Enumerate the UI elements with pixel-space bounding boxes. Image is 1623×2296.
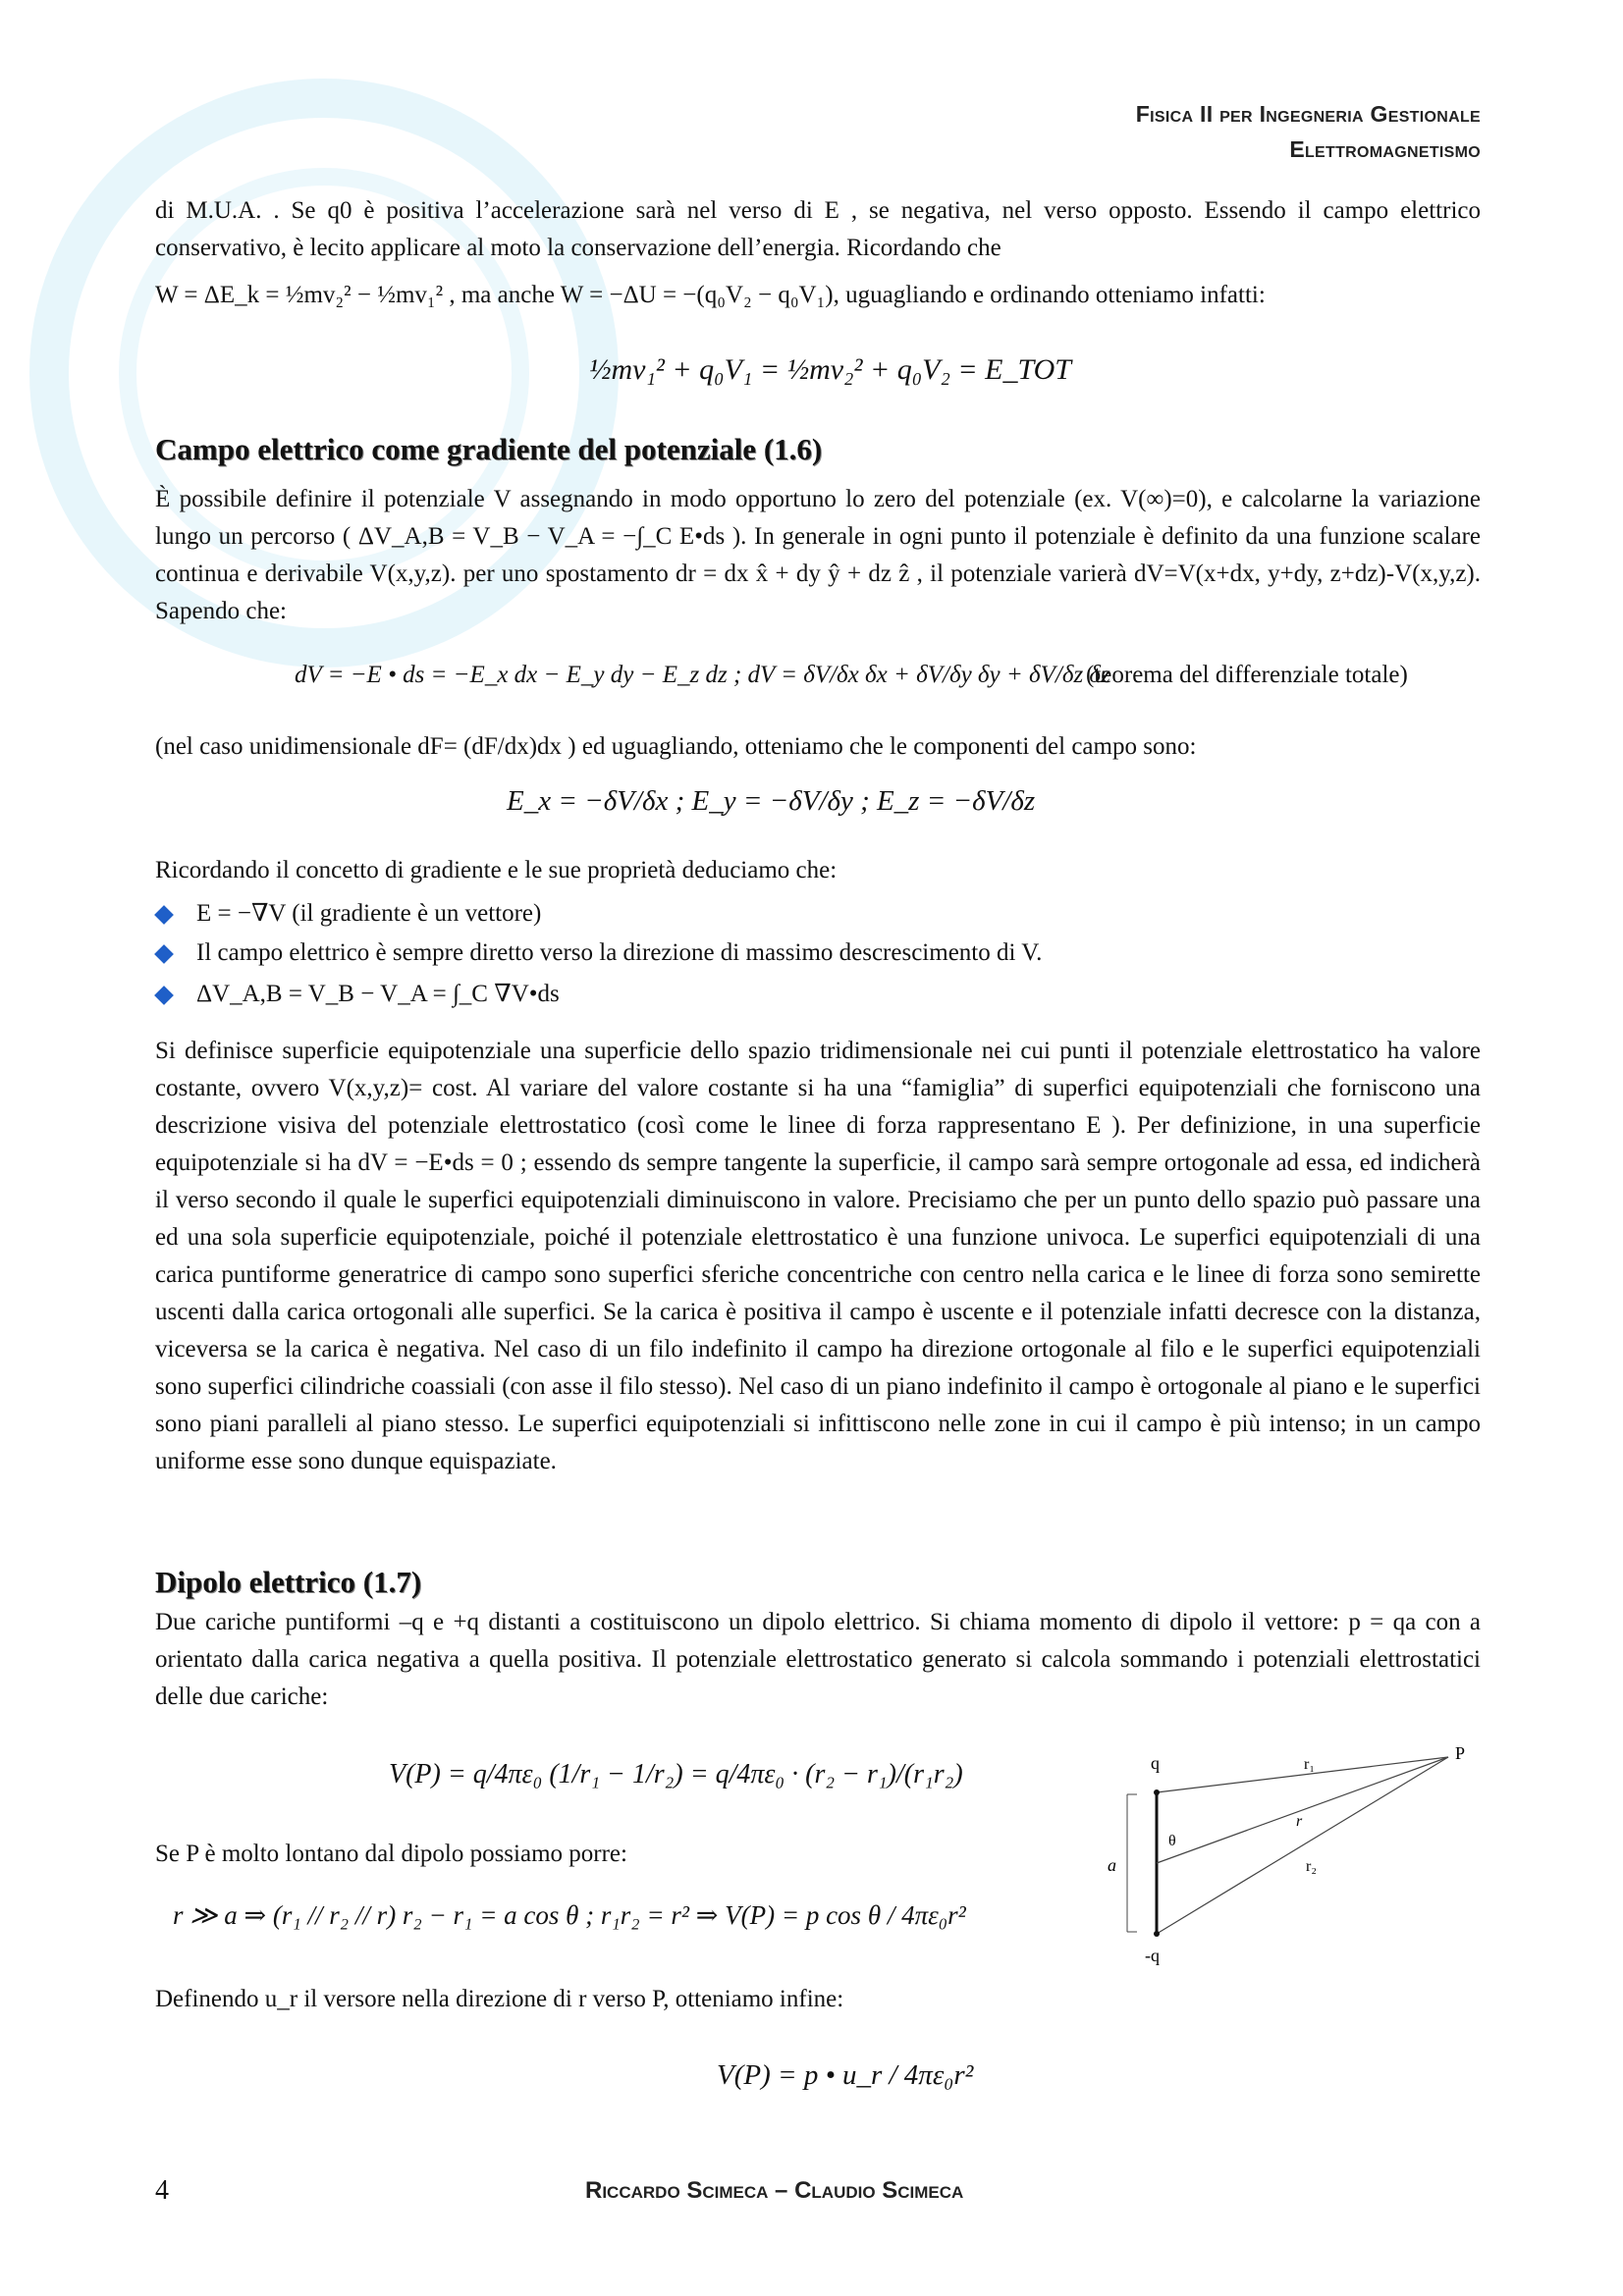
- differential-equation: dV = −E • ds = −E_x dx − E_y dy − E_z dz ; dV = δV/δx δx + δV/δy δy + δV/δz δz: [295, 662, 1110, 688]
- bullet-item: Il campo elettrico è sempre diretto verso la direzione di massimo descrescimento di V.: [157, 934, 1042, 972]
- diamond-bullet-icon: [154, 944, 174, 964]
- equipotential-paragraph: Si definisce superficie equipotenziale una superficie dello spazio tridimensionale nei cui punti il potenziale elettrostatico ha valore costante, ovvero V(x,y,z)= cost. Al variare del valore costante si ha una “famiglia” di superfici equipotenziali che forniscono una descrizione visiva del potenziale elettrostatico (così come le linee di forza rappresentano E ). Per definizione, in una superficie equipotenziale si ha dV = −E•ds = 0 ; essendo ds sempre tangente la superficie, il campo sarà sempre ortogonale ad essa, ed indicherà il verso secondo il quale le superfici equipotenziali diminuiscono in valore. Precisiamo che per un punto dello spazio può passare una ed una sola superficie equipotenziale, poiché il potenziale elettrostatico è una funzione univoca. Le superfici equipotenziali di una carica puntiforme generatrice di campo sono superfici sferiche concentriche con centro nella carica e le linee di forza sono semirette uscenti dalla carica ortogonali alle superfici. Se la carica è positiva il campo è uscente e il potenziale infatti decresce con la distanza, viceversa se la carica è negativa. Nel caso di un filo indefinito il campo ha direzione ortogonale al filo e le superfici equipotenziali sono superfici cilindriche coassiali (con asse il filo stesso). Nel caso di un piano indefinito il campo è ortogonale al piano e le superfici sono piani paralleli al piano stesso. Le superfici equipotenziali si infittiscono nelle zone in cui il campo è più intenso; in un campo uniforme esse sono dunque equispaziate.: [155, 1038, 1481, 1474]
- dipole-diagram: [1100, 1737, 1492, 1973]
- dipole-potential-equation: V(P) = q/4πε₀ (1/r₁ − 1/r₂) = q/4πε₀ · (r₂ − r₁)/(r₁r₂): [389, 1759, 963, 1789]
- dipole-paragraph-3: Definendo u_r il versore nella direzione di r verso P, otteniamo infine:: [155, 1986, 844, 2012]
- diagram-label-r1: r₁: [1304, 1756, 1315, 1773]
- diagram-label-minus-q: -q: [1145, 1946, 1160, 1965]
- diamond-bullet-icon: [154, 986, 174, 1005]
- intro-paragraph: di M.U.A. . Se q0 è positiva l’accelerazione sarà nel verso di E , se negativa, nel verso opposto. Essendo il campo elettrico conservativo, è lecito applicare al moto la conservazione dell’energia. Ricordando che: [155, 197, 1481, 261]
- differential-note: (teorema del differenziale totale): [1086, 662, 1408, 688]
- section-title-dipole: Dipolo elettrico (1.7): [155, 1565, 422, 1599]
- field-components-equation: E_x = −δV/δx ; E_y = −δV/δy ; E_z = −δV/δz: [507, 785, 1036, 817]
- diagram-label-a: a: [1108, 1855, 1116, 1875]
- page-number: 4: [155, 2175, 169, 2206]
- dipole-final-equation: V(P) = p • u_r / 4πε₀r²: [717, 2059, 974, 2091]
- far-field-equation: r ≫ a ⇒ (r₁ // r₂ // r) r₂ − r₁ = a cos θ ; r₁r₂ = r² ⇒ V(P) = p cos θ / 4πε₀r²: [173, 1900, 966, 1930]
- bullet-item: E = −∇V (il gradiente è un vettore): [157, 895, 541, 933]
- diagram-label-q: q: [1151, 1753, 1160, 1773]
- running-header: [1136, 96, 1481, 167]
- diagram-label-p: P: [1455, 1743, 1466, 1763]
- header-topic: Elettromagnetismo: [1289, 136, 1481, 162]
- diagram-label-theta: θ: [1168, 1833, 1176, 1849]
- gradient-paragraph-1: È possibile definire il potenziale V assegnando in modo opportuno lo zero del potenziale (ex. V(∞)=0), e calcolarne la variazione lungo un percorso ( ΔV_A,B = V_B − V_A = −∫_C E•ds ). In generale in ogni punto il potenziale è definito da una funzione scalare continua e derivabile V(x,y,z). per uno spostamento dr = dx x̂ + dy ŷ + dz ẑ , il potenziale varierà dV=V(x+dx, y+dy, z+dz)-V(x,y,z). Sapendo che:: [155, 486, 1481, 624]
- diagram-label-r2: r₂: [1306, 1858, 1317, 1875]
- energy-conservation-equation: ½mv₁² + q₀V₁ = ½mv₂² + q₀V₂ = E_TOT: [589, 353, 1071, 386]
- work-equation-line: W = ΔE_k = ½mv₂² − ½mv₁² , ma anche W = −ΔU = −(q₀V₂ − q₀V₁), uguagliando e ordinando otteniamo infatti:: [155, 282, 1266, 308]
- footer-authors: Riccardo Scimeca – Claudio Scimeca: [585, 2177, 964, 2204]
- dipole-paragraph-2: Se P è molto lontano dal dipolo possiamo porre:: [155, 1841, 627, 1867]
- section-title-gradient: Campo elettrico come gradiente del potenziale (1.6): [155, 432, 823, 466]
- bullet-item: ΔV_A,B = V_B − V_A = ∫_C ∇V•ds: [157, 976, 560, 1013]
- gradient-paragraph-3: Ricordando il concetto di gradiente e le sue proprietà deduciamo che:: [155, 857, 838, 883]
- diamond-bullet-icon: [154, 905, 174, 925]
- header-course: Fisica II per Ingegneria Gestionale: [1135, 101, 1481, 127]
- diagram-label-r: r: [1296, 1813, 1303, 1830]
- gradient-paragraph-2: (nel caso unidimensionale dF= (dF/dx)dx ) ed uguagliando, otteniamo che le componenti del campo sono:: [155, 733, 1197, 760]
- dipole-paragraph-1: Due cariche puntiformi –q e +q distanti a costituiscono un dipolo elettrico. Si chiama momento di dipolo il vettore: p = qa con a orientato dalla carica negativa a quella positiva. Il potenziale elettrostatico generato si calcola sommando i potenziali elettrostatici delle due cariche:: [155, 1609, 1481, 1710]
